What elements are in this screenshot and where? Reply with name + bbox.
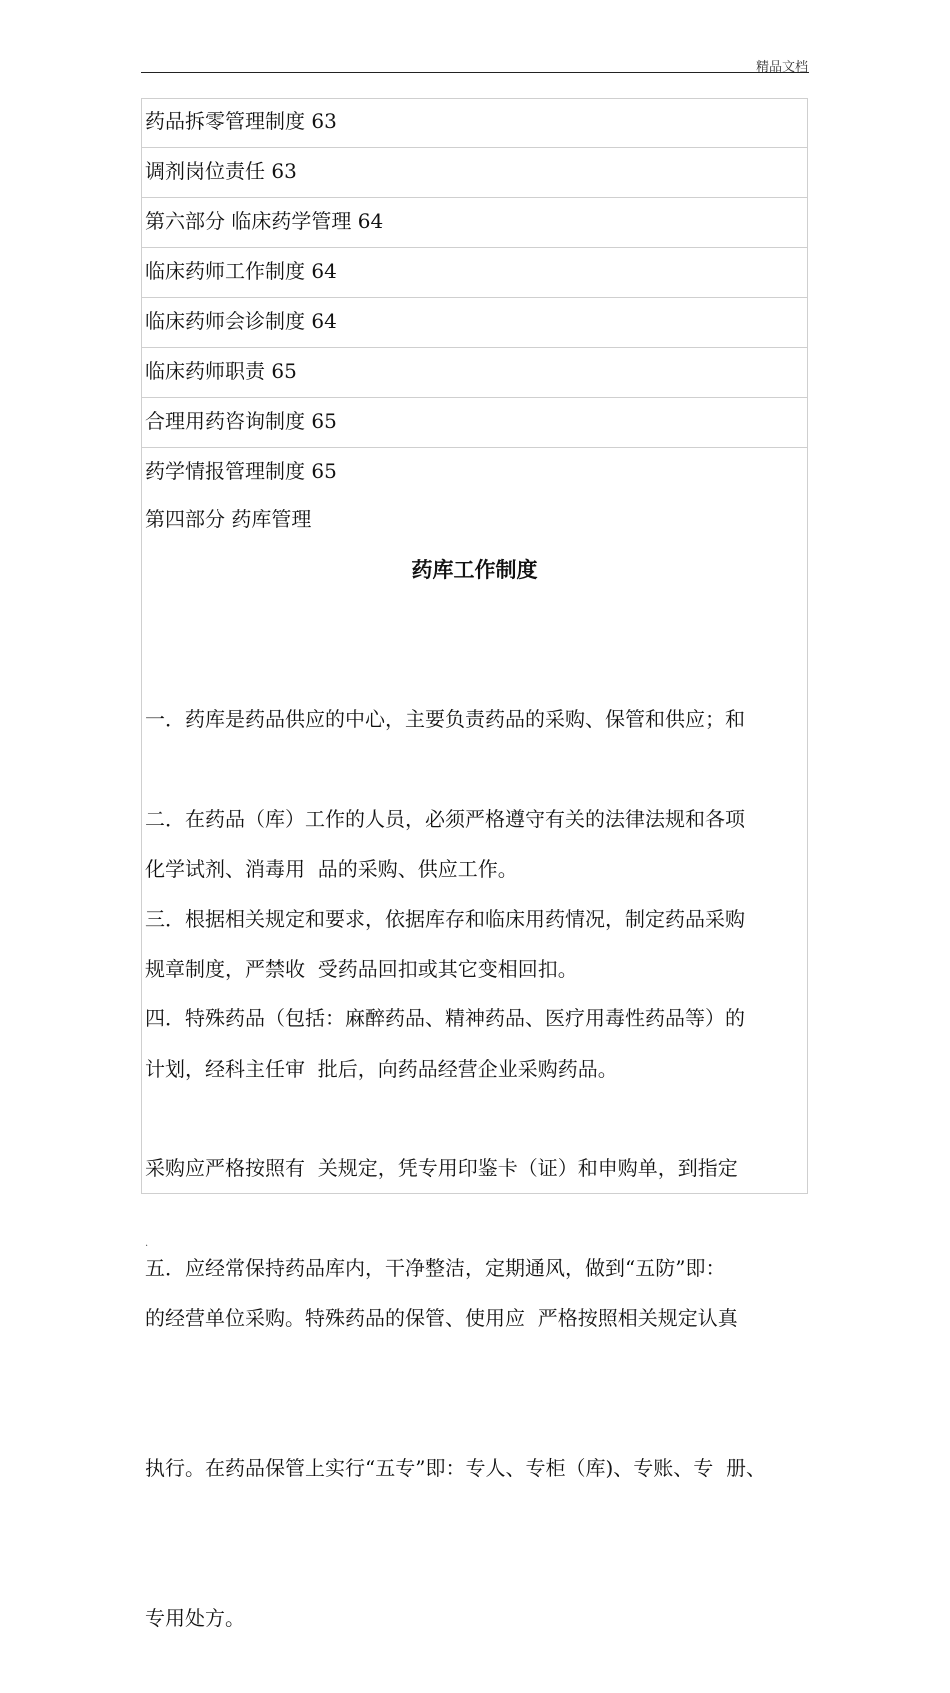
header-rule <box>141 72 809 73</box>
toc-entry: 临床药师职责 65 <box>141 348 808 398</box>
footer-mark: . <box>145 1238 149 1249</box>
paragraph-line: 二．在药品（库）工作的人员，必须严格遵守有关的法律法规和各项 <box>145 807 745 831</box>
paragraph-line: 计划，经科主任审 批后，向药品经营企业采购药品。 <box>145 1057 618 1081</box>
paragraph-line: 采购应严格按照有 关规定，凭专用印鉴卡（证）和申购单，到指定 <box>145 1156 738 1180</box>
paragraph-line: 三．根据相关规定和要求，依据库存和临床用药情况，制定药品采购 <box>145 907 745 931</box>
header-label: 精品文档 <box>755 60 808 75</box>
paragraph-line: 专用处方。 <box>145 1606 245 1630</box>
document-title: 药库工作制度 <box>411 558 538 582</box>
toc-entry: 合理用药咨询制度 65 <box>141 398 808 448</box>
paragraph-line: 执行。在药品保管上实行“五专”即：专人、专柜（库)、专账、专 册、 <box>145 1456 766 1480</box>
section-heading: 第四部分 药库管理 <box>145 507 312 531</box>
paragraph-line: 五．应经常保持药品库内，干净整洁，定期通风，做到“五防”即： <box>145 1256 726 1280</box>
paragraph-line: 一．药库是药品供应的中心，主要负责药品的采购、保管和供应；和 <box>145 707 745 731</box>
paragraph-line: 规章制度，严禁收 受药品回扣或其它变相回扣。 <box>145 957 578 981</box>
toc-entry: 临床药师工作制度 64 <box>141 248 808 298</box>
paragraph-line: 四．特殊药品（包括：麻醉药品、精神药品、医疗用毒性药品等）的 <box>145 1006 745 1030</box>
toc-entry: 药学情报管理制度 65 <box>145 459 337 483</box>
toc-entry: 调剂岗位责任 63 <box>141 148 808 198</box>
toc-entry: 第六部分 临床药学管理 64 <box>141 198 808 248</box>
paragraph-5 <box>145 1143 817 1343</box>
toc-entry: 药品拆零管理制度 63 <box>141 98 808 148</box>
paragraph-line: 的经营单位采购。特殊药品的保管、使用应 严格按照相关规定认真 <box>145 1306 738 1330</box>
toc-entry: 临床药师会诊制度 64 <box>141 298 808 348</box>
paragraph-line: 化学试剂、消毒用 品的采购、供应工作。 <box>145 857 518 881</box>
